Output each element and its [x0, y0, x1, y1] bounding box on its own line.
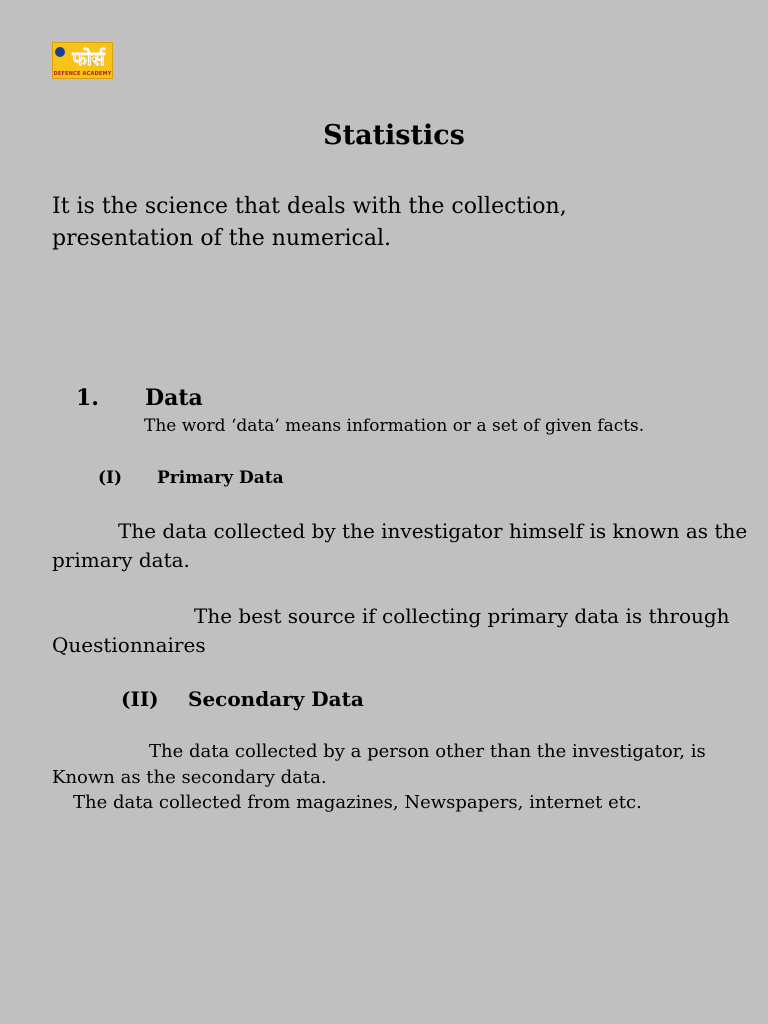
subsection-number-secondary: (II) — [121, 687, 159, 711]
primary-paragraph: The data collected by the investigator himself is known as the primary data. — [52, 519, 748, 572]
data-definition: The word ‘data’ means information or a set of given facts. — [144, 416, 645, 436]
logo-subtitle: DEFENCE ACADEMY — [53, 71, 112, 77]
logo-brand-text — [65, 44, 112, 70]
svg-text:फोर्स: फोर्स — [72, 48, 105, 70]
section-heading-data: Data — [145, 385, 203, 411]
primary-paragraph: The best source if collecting primary data is through Questionnaires — [52, 604, 730, 657]
academy-logo — [52, 42, 113, 79]
secondary-paragraph: The data collected by a person other than the investigator, is Known as the secondary data. — [52, 741, 706, 788]
subsection-number-primary: (I) — [98, 468, 123, 488]
section-number: 1. — [76, 385, 99, 411]
intro-paragraph: It is the science that deals with the collection, presentation of the numerical. — [52, 194, 567, 251]
secondary-paragraph: The data collected from magazines, Newspapers, internet etc. — [73, 792, 642, 813]
subsection-heading-primary: Primary Data — [157, 468, 284, 488]
logo-badge-icon — [55, 47, 65, 57]
page-title: Statistics — [323, 120, 465, 151]
subsection-heading-secondary: Secondary Data — [188, 687, 364, 711]
